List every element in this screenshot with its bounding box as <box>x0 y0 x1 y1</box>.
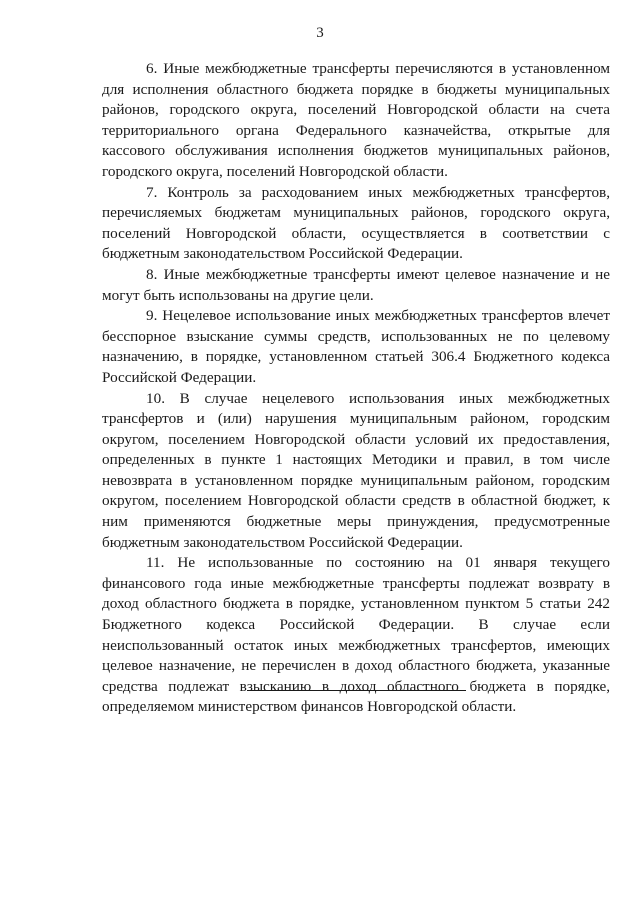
paragraph-8: 8. Иные межбюджетные трансферты имеют целевое назначение и не могут быть использованы на другие цели. <box>102 265 610 304</box>
paragraph-7: 7. Контроль за расходованием иных межбюджетных трансфертов, перечисляемых бюджетам муниципальных районов, городского округа, поселений Новгородской области, осуществляется в соответствии с бюджетным законодательством Российской Федерации. <box>102 183 610 263</box>
paragraph-9: 9. Нецелевое использование иных межбюджетных трансфертов влечет бесспорное взыскание суммы средств, использованных не по целевому назначению, в порядке, установленном статьей 306.4 Бюджетного кодекса Российской Федерации. <box>102 307 610 386</box>
paragraph-10: 10. В случае нецелевого использования иных межбюджетных трансфертов и (или) нарушения муниципальным районом, городским округом, поселением Новгородской области условий их предоставления, определенных в пункте 1 настоящих Методики и правил, в том числе невозврата в установленном порядке муниципальным районом, городским округом, поселением Новгородской области средств в областной бюджет, к ним применяются бюджетные меры принуждения, предусмотренные бюджетным законодательством Российской Федерации. <box>102 389 610 551</box>
paragraph-11: 11. Не использованные по состоянию на 01 января текущего финансового года иные межбюджетные трансферты подлежат возврату в доход областного бюджета в порядке, установленном пунктом 5 статьи 242 Бюджетного кодекса Российской Федерации. В случае если неиспользованный остаток иных межбюджетных трансфертов, имеющих целевое назначение, не перечислен в доход областного бюджета, указанные средства подлежат взысканию в доход областного бюджета в порядке, определяемом министерством финансов Новгородской области. <box>102 554 610 716</box>
end-of-document-rule <box>247 690 466 691</box>
document-body <box>102 59 610 718</box>
paragraph-6: 6. Иные межбюджетные трансферты перечисляются в установленном для исполнения областного бюджета порядке в бюджеты муниципальных районов, городского округа, поселений Новгородской области на счета территориального органа Федерального казначейства, открытые для кассового обслуживания исполнения бюджетов муниципальных районов, городского округа, поселений Новгородской области. <box>102 60 610 180</box>
page-number: 3 <box>316 25 324 41</box>
